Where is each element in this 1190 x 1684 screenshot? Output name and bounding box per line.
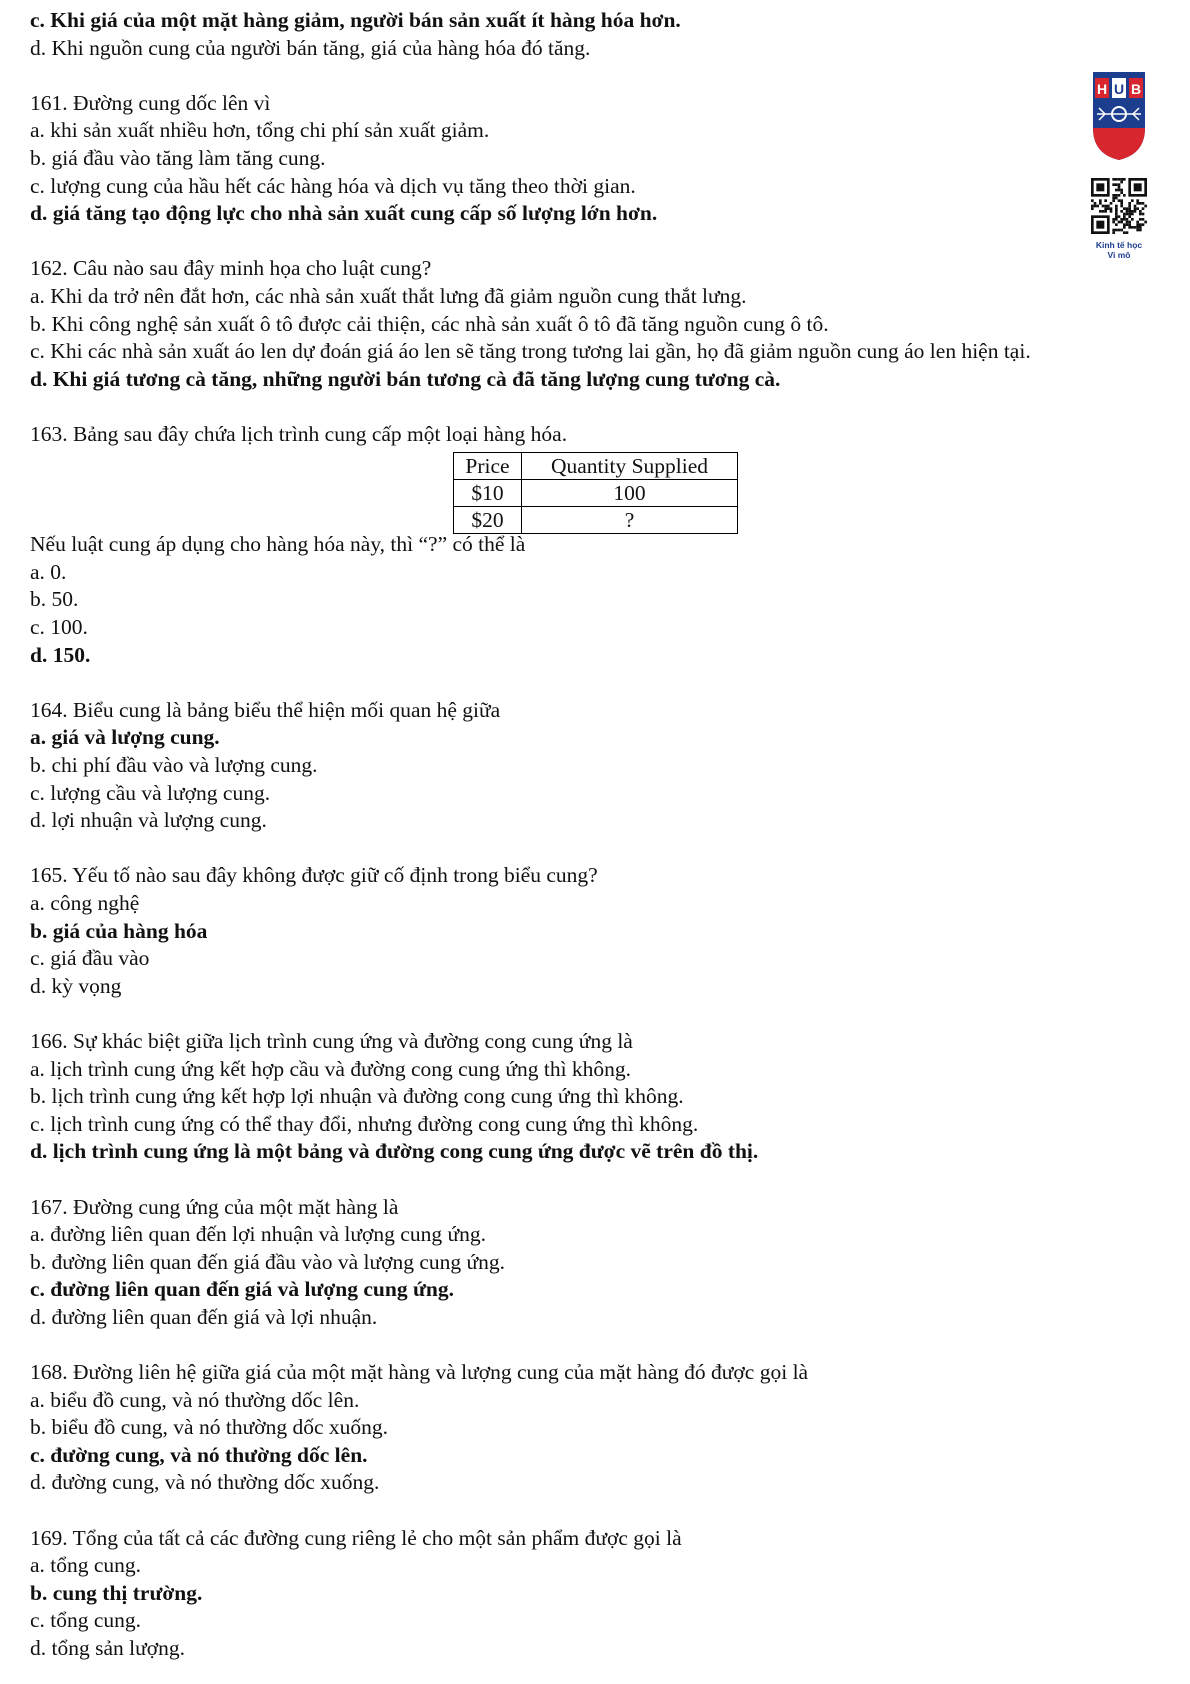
table-row [454, 480, 738, 507]
text-line: c. 100. [30, 615, 88, 640]
text-line: 161. Đường cung dốc lên vì [30, 90, 271, 115]
text-line: b. giá của hàng hóa [30, 918, 208, 943]
document-body [30, 7, 1180, 1663]
text-line: c. Khi giá của một mặt hàng giảm, người bán sản xuất ít hàng hóa hơn. [30, 8, 681, 32]
text-line: a. biểu đồ cung, và nó thường dốc lên. [30, 1387, 360, 1412]
header-price: Price [454, 453, 522, 480]
text-line: 167. Đường cung ứng của một mặt hàng là [30, 1194, 399, 1219]
hub-shield-icon [1091, 70, 1147, 162]
quantity-cell: 100 [522, 480, 738, 507]
text-line: d. đường liên quan đến giá và lợi nhuận. [30, 1304, 378, 1329]
header-quantity-supplied: Quantity Supplied [522, 453, 738, 480]
text-line: d. lợi nhuận và lượng cung. [30, 808, 267, 833]
price-cell: $20 [454, 507, 522, 534]
line-gap [30, 1166, 1180, 1194]
logo-caption-subject: Kinh tế học [1095, 240, 1143, 250]
text-line: b. lịch trình cung ứng kết hợp lợi nhuận và đường cong cung ứng thì không. [30, 1084, 684, 1109]
text-line: d. lịch trình cung ứng là một bảng và đường cong cung ứng được vẽ trên đồ thị. [30, 1139, 759, 1164]
text-line: b. cung thị trường. [30, 1580, 203, 1605]
text-line: b. Khi công nghệ sản xuất ô tô được cải thiện, các nhà sản xuất ô tô đã tăng nguồn cung ô tô. [30, 311, 829, 336]
text-line: c. đường liên quan đến giá và lượng cung ứng. [30, 1277, 454, 1302]
text-line: d. đường cung, và nó thường dốc xuống. [30, 1470, 380, 1495]
text-line: d. Khi nguồn cung của người bán tăng, giá của hàng hóa đó tăng. [30, 35, 591, 60]
text-line: a. khi sản xuất nhiều hơn, tổng chi phí sản xuất giảm. [30, 118, 490, 143]
text-line: c. Khi các nhà sản xuất áo len dự đoán giá áo len sẽ tăng trong tương lai gần, họ đã giảm nguồn cung áo len hiện tại. [30, 339, 1031, 364]
text-line: 162. Câu nào sau đây minh họa cho luật cung? [30, 256, 432, 281]
text-line: 168. Đường liên hệ giữa giá của một mặt hàng và lượng cung của mặt hàng đó được gọi là [30, 1360, 809, 1385]
text-line: d. giá tăng tạo động lực cho nhà sản xuất cung cấp số lượng lớn hơn. [30, 201, 658, 226]
text-line: a. tổng cung. [30, 1553, 142, 1578]
text-line: c. lượng cầu và lượng cung. [30, 780, 271, 805]
text-line: c. đường cung, và nó thường dốc lên. [30, 1442, 368, 1467]
text-line: c. lịch trình cung ứng có thể thay đổi, nhưng đường cong cung ứng thì không. [30, 1111, 699, 1136]
logo-letter-b: B [1130, 81, 1142, 97]
line-gap [30, 62, 1180, 90]
price-cell: $10 [454, 480, 522, 507]
text-line: 164. Biểu cung là bảng biểu thể hiện mối quan hệ giữa [30, 697, 501, 722]
text-line: a. công nghệ [30, 891, 140, 915]
line-gap [30, 1497, 1180, 1525]
text-line: d. Khi giá tương cà tăng, những người bán tương cà đã tăng lượng cung tương cà. [30, 366, 781, 391]
logo-letter-u: U [1113, 81, 1125, 97]
text-line: b. 50. [30, 587, 79, 612]
text-line: c. tổng cung. [30, 1608, 142, 1633]
logo-letter-h: H [1096, 81, 1108, 97]
text-line: 165. Yếu tố nào sau đây không được giữ cố định trong biểu cung? [30, 863, 598, 888]
text-line: 169. Tổng của tất cả các đường cung riêng lẻ cho một sản phẩm được gọi là [30, 1525, 682, 1550]
line-gap [30, 228, 1180, 256]
text-line: Nếu luật cung áp dụng cho hàng hóa này, thì “?” có thể là [30, 532, 526, 557]
table-row [454, 507, 738, 534]
text-line: d. tổng sản lượng. [30, 1636, 186, 1661]
supply-schedule-table [453, 452, 738, 534]
text-line: a. Khi da trở nên đắt hơn, các nhà sản xuất thắt lưng đã giảm nguồn cung thắt lưng. [30, 283, 747, 308]
text-line: b. giá đầu vào tăng làm tăng cung. [30, 145, 326, 170]
logo-caption-course: Vi mô [1107, 250, 1131, 260]
table-header-row [454, 453, 738, 480]
text-line: d. kỳ vọng [30, 973, 122, 998]
text-line: c. lượng cung của hầu hết các hàng hóa và dịch vụ tăng theo thời gian. [30, 173, 636, 198]
text-line: 163. Bảng sau đây chứa lịch trình cung cấp một loại hàng hóa. [30, 421, 568, 446]
line-gap [30, 1000, 1180, 1028]
text-line: a. lịch trình cung ứng kết hợp cầu và đường cong cung ứng thì không. [30, 1056, 632, 1081]
line-gap [30, 393, 1180, 421]
text-line: 166. Sự khác biệt giữa lịch trình cung ứng và đường cong cung ứng là [30, 1028, 633, 1053]
text-line: b. đường liên quan đến giá đầu vào và lượng cung ứng. [30, 1249, 506, 1274]
text-line: d. 150. [30, 642, 91, 667]
text-line: c. giá đầu vào [30, 946, 150, 971]
quantity-cell: ? [522, 507, 738, 534]
text-line: b. biểu đồ cung, và nó thường dốc xuống. [30, 1415, 389, 1440]
text-line: a. giá và lượng cung. [30, 725, 220, 750]
line-gap [30, 835, 1180, 863]
text-line: a. 0. [30, 559, 67, 584]
hub-logo [1083, 70, 1155, 260]
qr-code-icon [1091, 178, 1147, 234]
line-gap [30, 669, 1180, 697]
line-gap [30, 1332, 1180, 1360]
text-line: a. đường liên quan đến lợi nhuận và lượng cung ứng. [30, 1222, 486, 1247]
text-line: b. chi phí đầu vào và lượng cung. [30, 753, 318, 778]
